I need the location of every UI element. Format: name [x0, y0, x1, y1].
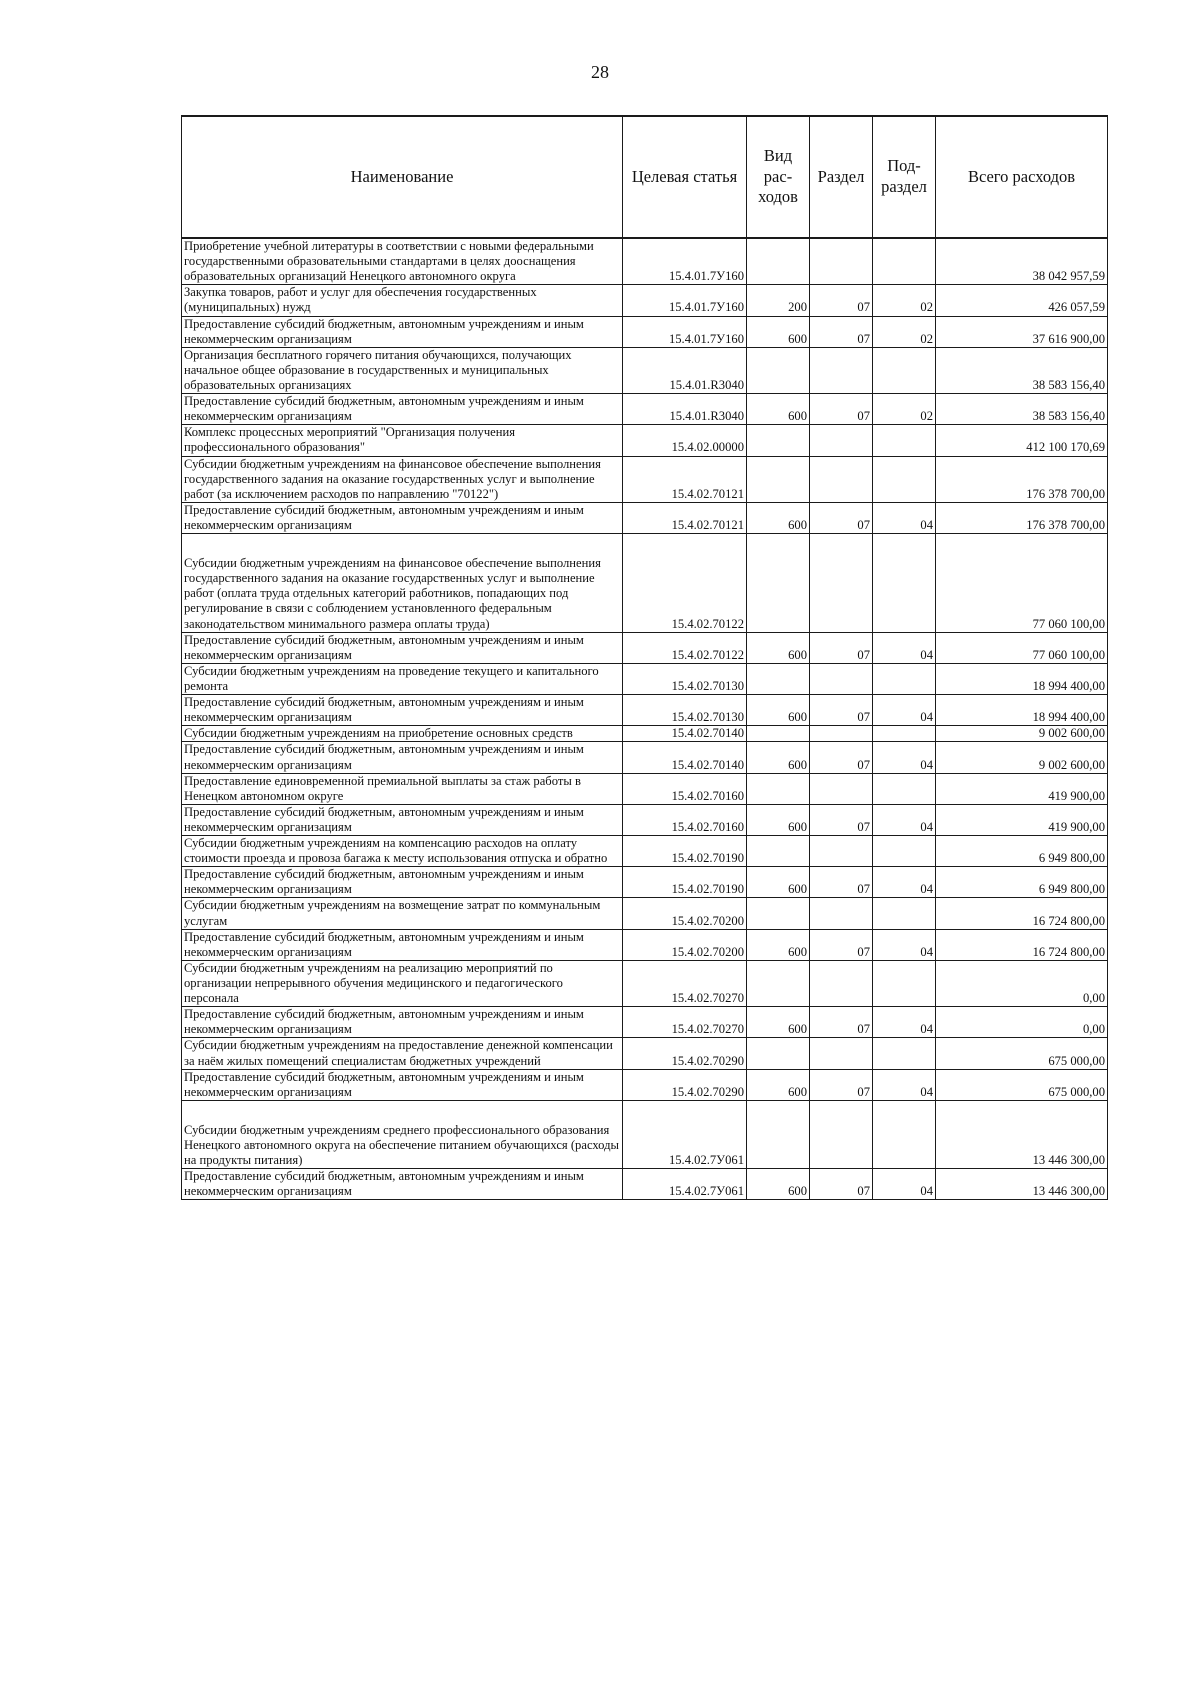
row-name-cell: Предоставление субсидий бюджетным, автономным учреждениям и иным некоммерческим организациям — [182, 1007, 623, 1038]
row-total-cell: 0,00 — [936, 960, 1108, 1006]
row-subsection-cell: 04 — [873, 867, 936, 898]
row-expense-type-cell: 600 — [747, 804, 810, 835]
row-target-article-cell: 15.4.02.70270 — [623, 960, 747, 1006]
table-row — [182, 929, 1108, 960]
row-section-cell: 07 — [810, 804, 873, 835]
row-section-cell — [810, 773, 873, 804]
row-target-article-cell: 15.4.02.7У061 — [623, 1100, 747, 1168]
row-subsection-cell — [873, 1038, 936, 1069]
row-total-cell: 9 002 600,00 — [936, 726, 1108, 742]
row-total-cell: 0,00 — [936, 1007, 1108, 1038]
row-subsection-cell: 02 — [873, 316, 936, 347]
row-total-cell: 18 994 400,00 — [936, 663, 1108, 694]
row-name-cell: Субсидии бюджетным учреждениям на финансовое обеспечение выполнения государственного задания на оказание государственных услуг и выполнение работ (оплата труда отдельных категорий работников, попадающих под регулирование в связи с соблюдением установленного федеральным законодательством минимального размера оплаты труда) — [182, 534, 623, 633]
row-name-cell: Предоставление субсидий бюджетным, автономным учреждениям и иным некоммерческим организациям — [182, 394, 623, 425]
row-name-cell: Приобретение учебной литературы в соответствии с новыми федеральными государственными образовательными стандартами в целях дооснащения образовательных организаций Ненецкого автономного округа — [182, 238, 623, 285]
row-subsection-cell: 04 — [873, 742, 936, 773]
row-name-cell: Предоставление субсидий бюджетным, автономным учреждениям и иным некоммерческим организациям — [182, 1169, 623, 1200]
table-row — [182, 238, 1108, 285]
row-section-cell — [810, 663, 873, 694]
row-target-article-cell: 15.4.02.70190 — [623, 836, 747, 867]
row-total-cell: 77 060 100,00 — [936, 632, 1108, 663]
row-expense-type-cell — [747, 534, 810, 633]
row-expense-type-cell — [747, 898, 810, 929]
row-expense-type-cell: 600 — [747, 502, 810, 533]
row-total-cell: 419 900,00 — [936, 773, 1108, 804]
row-target-article-cell: 15.4.02.70290 — [623, 1069, 747, 1100]
row-subsection-cell — [873, 726, 936, 742]
row-name-cell: Субсидии бюджетным учреждениям на финансовое обеспечение выполнения государственного задания на оказание государственных услуг и выполнение работ (за исключением расходов по направлению "70122") — [182, 456, 623, 502]
row-subsection-cell: 04 — [873, 1007, 936, 1038]
row-target-article-cell: 15.4.02.70130 — [623, 695, 747, 726]
table-row — [182, 534, 1108, 633]
table-row — [182, 285, 1108, 316]
row-section-cell — [810, 425, 873, 456]
table-row — [182, 1100, 1108, 1168]
row-name-cell: Комплекс процессных мероприятий "Организация получения профессионального образования" — [182, 425, 623, 456]
row-expense-type-cell: 600 — [747, 1069, 810, 1100]
table-row — [182, 394, 1108, 425]
row-expense-type-cell: 600 — [747, 695, 810, 726]
row-subsection-cell: 02 — [873, 285, 936, 316]
row-target-article-cell: 15.4.02.70122 — [623, 632, 747, 663]
table-row — [182, 347, 1108, 393]
table-row — [182, 742, 1108, 773]
row-name-cell: Субсидии бюджетным учреждениям на возмещение затрат по коммунальным услугам — [182, 898, 623, 929]
row-subsection-cell: 02 — [873, 394, 936, 425]
header-expense-type: Вид рас- ходов — [747, 116, 810, 238]
row-section-cell — [810, 836, 873, 867]
row-name-cell: Предоставление субсидий бюджетным, автономным учреждениям и иным некоммерческим организациям — [182, 695, 623, 726]
row-subsection-cell — [873, 960, 936, 1006]
row-total-cell: 426 057,59 — [936, 285, 1108, 316]
row-total-cell: 419 900,00 — [936, 804, 1108, 835]
row-expense-type-cell: 600 — [747, 867, 810, 898]
table-row — [182, 695, 1108, 726]
row-target-article-cell: 15.4.02.00000 — [623, 425, 747, 456]
row-target-article-cell: 15.4.02.70190 — [623, 867, 747, 898]
row-expense-type-cell — [747, 836, 810, 867]
row-subsection-cell — [873, 456, 936, 502]
row-subsection-cell: 04 — [873, 929, 936, 960]
row-section-cell: 07 — [810, 394, 873, 425]
row-target-article-cell: 15.4.02.70130 — [623, 663, 747, 694]
row-expense-type-cell — [747, 456, 810, 502]
row-subsection-cell — [873, 1100, 936, 1168]
row-subsection-cell — [873, 773, 936, 804]
row-name-cell: Субсидии бюджетным учреждениям на проведение текущего и капитального ремонта — [182, 663, 623, 694]
row-section-cell — [810, 726, 873, 742]
row-target-article-cell: 15.4.02.70122 — [623, 534, 747, 633]
header-total-expenses: Всего расходов — [936, 116, 1108, 238]
row-expense-type-cell — [747, 726, 810, 742]
row-target-article-cell: 15.4.02.70200 — [623, 898, 747, 929]
row-name-cell: Субсидии бюджетным учреждениям на предоставление денежной компенсации за наём жилых помещений специалистам бюджетных учреждений — [182, 1038, 623, 1069]
table-row — [182, 836, 1108, 867]
row-target-article-cell: 15.4.02.70140 — [623, 726, 747, 742]
row-name-cell: Предоставление субсидий бюджетным, автономным учреждениям и иным некоммерческим организациям — [182, 316, 623, 347]
row-target-article-cell: 15.4.02.70140 — [623, 742, 747, 773]
row-subsection-cell: 04 — [873, 804, 936, 835]
row-subsection-cell — [873, 663, 936, 694]
row-total-cell: 9 002 600,00 — [936, 742, 1108, 773]
row-name-cell: Субсидии бюджетным учреждениям среднего профессионального образования Ненецкого автономного округа на обеспечение питанием обучающихся (расходы на продукты питания) — [182, 1100, 623, 1168]
table-row — [182, 1069, 1108, 1100]
row-subsection-cell — [873, 898, 936, 929]
row-total-cell: 675 000,00 — [936, 1069, 1108, 1100]
row-name-cell: Закупка товаров, работ и услуг для обеспечения государственных (муниципальных) нужд — [182, 285, 623, 316]
table-row — [182, 316, 1108, 347]
row-section-cell: 07 — [810, 316, 873, 347]
header-section: Раздел — [810, 116, 873, 238]
row-section-cell: 07 — [810, 695, 873, 726]
row-expense-type-cell — [747, 960, 810, 1006]
row-expense-type-cell — [747, 1100, 810, 1168]
header-name: Наименование — [182, 116, 623, 238]
row-target-article-cell: 15.4.01.7У160 — [623, 316, 747, 347]
table-row — [182, 773, 1108, 804]
row-total-cell: 13 446 300,00 — [936, 1100, 1108, 1168]
row-section-cell: 07 — [810, 632, 873, 663]
row-name-cell: Предоставление субсидий бюджетным, автономным учреждениям и иным некоммерческим организациям — [182, 742, 623, 773]
row-expense-type-cell: 600 — [747, 1007, 810, 1038]
row-section-cell — [810, 534, 873, 633]
page-number: 28 — [591, 62, 609, 82]
row-subsection-cell: 04 — [873, 632, 936, 663]
row-total-cell: 77 060 100,00 — [936, 534, 1108, 633]
row-total-cell: 16 724 800,00 — [936, 898, 1108, 929]
row-name-cell: Субсидии бюджетным учреждениям на приобретение основных средств — [182, 726, 623, 742]
row-section-cell — [810, 238, 873, 285]
row-expense-type-cell: 600 — [747, 316, 810, 347]
row-target-article-cell: 15.4.02.70121 — [623, 502, 747, 533]
row-section-cell — [810, 347, 873, 393]
row-target-article-cell: 15.4.02.70270 — [623, 1007, 747, 1038]
row-total-cell: 675 000,00 — [936, 1038, 1108, 1069]
row-subsection-cell — [873, 347, 936, 393]
row-expense-type-cell — [747, 238, 810, 285]
row-expense-type-cell: 200 — [747, 285, 810, 316]
row-target-article-cell: 15.4.01.R3040 — [623, 347, 747, 393]
row-expense-type-cell: 600 — [747, 1169, 810, 1200]
row-expense-type-cell — [747, 425, 810, 456]
row-total-cell: 6 949 800,00 — [936, 867, 1108, 898]
table-row — [182, 1007, 1108, 1038]
row-expense-type-cell: 600 — [747, 742, 810, 773]
row-subsection-cell: 04 — [873, 502, 936, 533]
row-section-cell: 07 — [810, 502, 873, 533]
header-target-article: Целевая статья — [623, 116, 747, 238]
row-section-cell — [810, 960, 873, 1006]
row-name-cell: Предоставление субсидий бюджетным, автономным учреждениям и иным некоммерческим организациям — [182, 867, 623, 898]
table-row — [182, 804, 1108, 835]
row-total-cell: 16 724 800,00 — [936, 929, 1108, 960]
row-name-cell: Предоставление субсидий бюджетным, автономным учреждениям и иным некоммерческим организациям — [182, 929, 623, 960]
row-expense-type-cell — [747, 1038, 810, 1069]
row-subsection-cell: 04 — [873, 695, 936, 726]
row-total-cell: 18 994 400,00 — [936, 695, 1108, 726]
row-name-cell: Предоставление субсидий бюджетным, автономным учреждениям и иным некоммерческим организациям — [182, 1069, 623, 1100]
row-subsection-cell: 04 — [873, 1069, 936, 1100]
table-row — [182, 867, 1108, 898]
row-target-article-cell: 15.4.01.7У160 — [623, 238, 747, 285]
row-subsection-cell: 04 — [873, 1169, 936, 1200]
table-row — [182, 632, 1108, 663]
row-target-article-cell: 15.4.02.7У061 — [623, 1169, 747, 1200]
table-row — [182, 502, 1108, 533]
header-subsection: Под- раздел — [873, 116, 936, 238]
row-subsection-cell — [873, 534, 936, 633]
row-name-cell: Предоставление субсидий бюджетным, автономным учреждениям и иным некоммерческим организациям — [182, 632, 623, 663]
row-target-article-cell: 15.4.01.R3040 — [623, 394, 747, 425]
row-expense-type-cell — [747, 663, 810, 694]
row-total-cell: 13 446 300,00 — [936, 1169, 1108, 1200]
row-section-cell: 07 — [810, 867, 873, 898]
table-row — [182, 960, 1108, 1006]
row-expense-type-cell: 600 — [747, 632, 810, 663]
row-total-cell: 37 616 900,00 — [936, 316, 1108, 347]
row-section-cell: 07 — [810, 1069, 873, 1100]
table-row — [182, 456, 1108, 502]
row-section-cell: 07 — [810, 742, 873, 773]
row-target-article-cell: 15.4.02.70200 — [623, 929, 747, 960]
table-body — [182, 238, 1108, 1200]
row-expense-type-cell — [747, 347, 810, 393]
row-name-cell: Предоставление субсидий бюджетным, автономным учреждениям и иным некоммерческим организациям — [182, 502, 623, 533]
row-subsection-cell — [873, 425, 936, 456]
row-section-cell: 07 — [810, 1007, 873, 1038]
row-section-cell — [810, 898, 873, 929]
row-target-article-cell: 15.4.01.7У160 — [623, 285, 747, 316]
row-name-cell: Предоставление единовременной премиальной выплаты за стаж работы в Ненецком автономном округе — [182, 773, 623, 804]
row-section-cell — [810, 1100, 873, 1168]
row-section-cell: 07 — [810, 285, 873, 316]
table-header-row — [182, 116, 1108, 238]
row-expense-type-cell — [747, 773, 810, 804]
row-target-article-cell: 15.4.02.70121 — [623, 456, 747, 502]
row-section-cell: 07 — [810, 1169, 873, 1200]
row-expense-type-cell: 600 — [747, 929, 810, 960]
row-name-cell: Организация бесплатного горячего питания обучающихся, получающих начальное общее образование в государственных и муниципальных образовательных организациях — [182, 347, 623, 393]
row-target-article-cell: 15.4.02.70290 — [623, 1038, 747, 1069]
row-total-cell: 38 042 957,59 — [936, 238, 1108, 285]
table-row — [182, 425, 1108, 456]
table-row — [182, 1169, 1108, 1200]
row-section-cell: 07 — [810, 929, 873, 960]
table-row — [182, 1038, 1108, 1069]
row-total-cell: 38 583 156,40 — [936, 347, 1108, 393]
row-total-cell: 176 378 700,00 — [936, 502, 1108, 533]
row-name-cell: Субсидии бюджетным учреждениям на реализацию мероприятий по организации непрерывного обучения медицинского и педагогического персонала — [182, 960, 623, 1006]
row-section-cell — [810, 456, 873, 502]
row-total-cell: 176 378 700,00 — [936, 456, 1108, 502]
row-total-cell: 412 100 170,69 — [936, 425, 1108, 456]
row-name-cell: Предоставление субсидий бюджетным, автономным учреждениям и иным некоммерческим организациям — [182, 804, 623, 835]
table-row — [182, 663, 1108, 694]
row-total-cell: 6 949 800,00 — [936, 836, 1108, 867]
row-subsection-cell — [873, 238, 936, 285]
table-row — [182, 726, 1108, 742]
row-target-article-cell: 15.4.02.70160 — [623, 773, 747, 804]
row-name-cell: Субсидии бюджетным учреждениям на компенсацию расходов на оплату стоимости проезда и провоза багажа к месту использования отпуска и обратно — [182, 836, 623, 867]
row-expense-type-cell: 600 — [747, 394, 810, 425]
table-row — [182, 898, 1108, 929]
row-target-article-cell: 15.4.02.70160 — [623, 804, 747, 835]
row-section-cell — [810, 1038, 873, 1069]
row-total-cell: 38 583 156,40 — [936, 394, 1108, 425]
row-subsection-cell — [873, 836, 936, 867]
expenditure-table — [181, 115, 1108, 1200]
